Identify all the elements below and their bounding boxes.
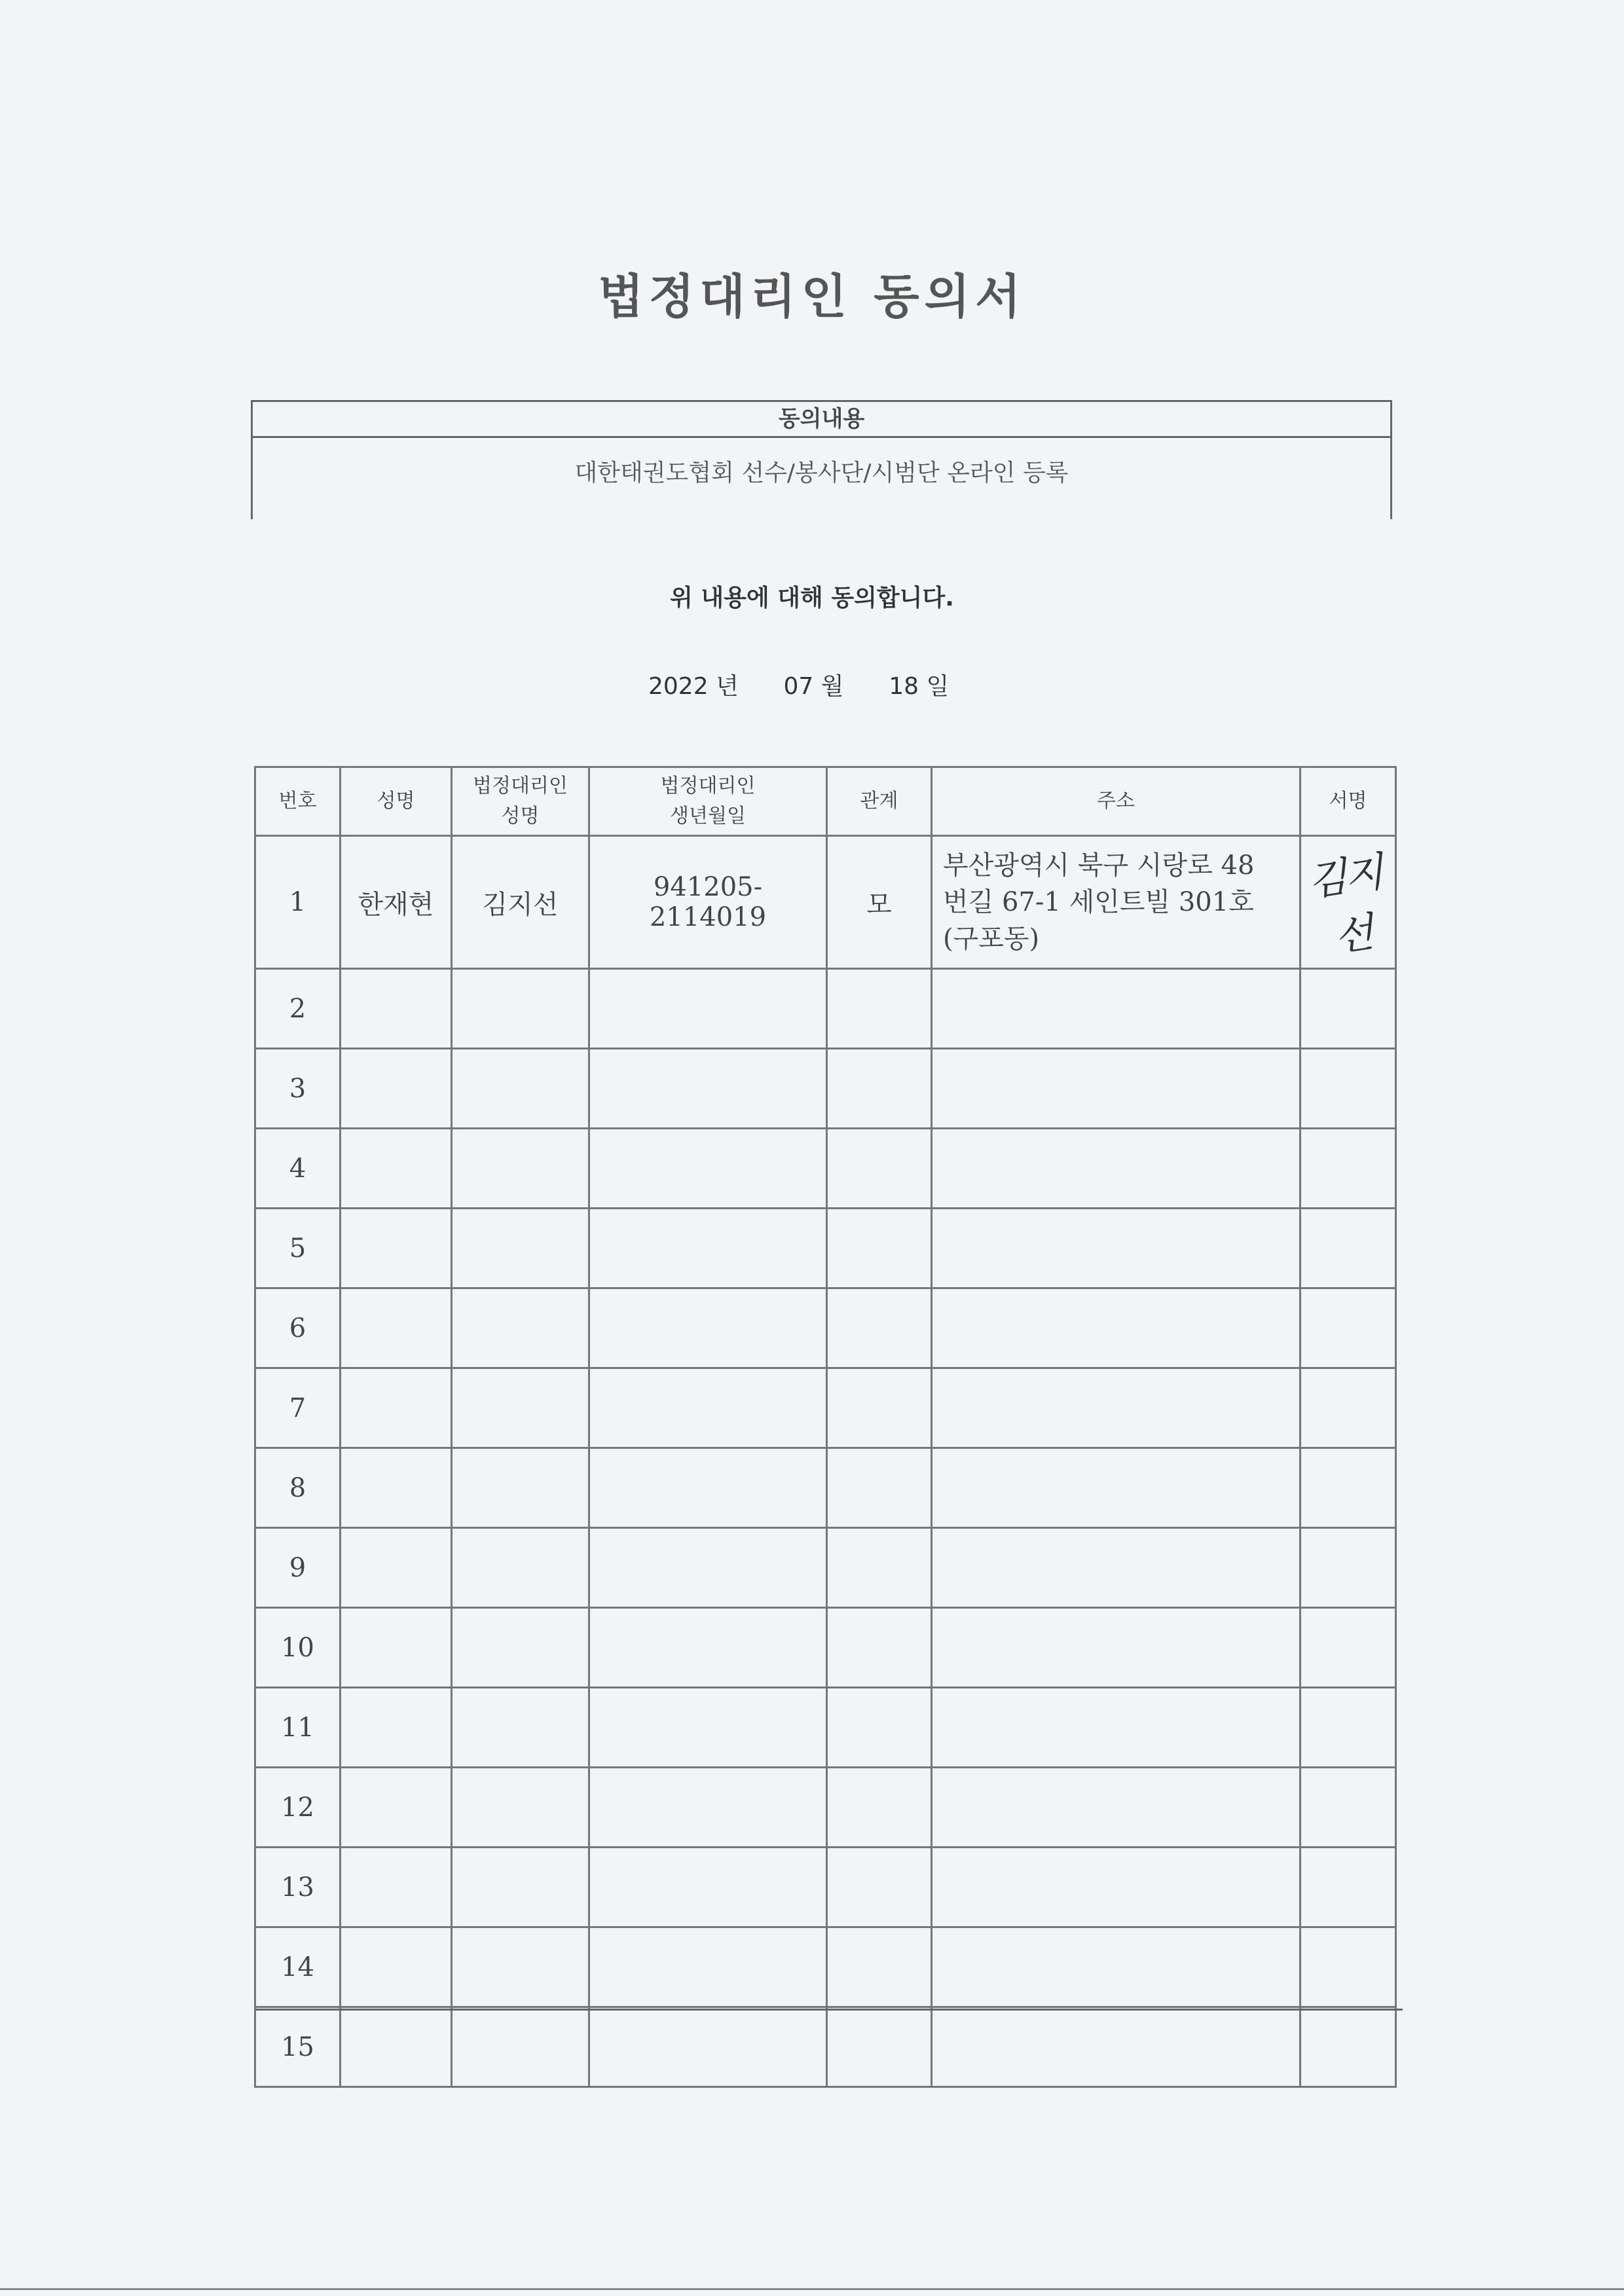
empty-cell [827, 1528, 932, 1608]
empty-cell [589, 1688, 827, 1768]
empty-cell [932, 1448, 1301, 1528]
table-row [255, 969, 1396, 1049]
table-row [255, 1528, 1396, 1608]
cell-no: 7 [255, 1368, 341, 1448]
date-month: 07 [783, 673, 814, 700]
empty-cell [341, 1528, 452, 1608]
cell-no: 8 [255, 1448, 341, 1528]
cell-no: 10 [255, 1608, 341, 1688]
empty-cell [827, 1688, 932, 1768]
empty-cell [827, 1049, 932, 1129]
empty-cell [1301, 1209, 1396, 1288]
cell-no: 6 [255, 1288, 341, 1368]
cell-no: 5 [255, 1209, 341, 1288]
table-row [255, 1688, 1396, 1768]
date-year-unit: 년 [716, 673, 739, 700]
date-day: 18 [889, 673, 919, 700]
table-row [255, 1848, 1396, 1927]
empty-cell [932, 1688, 1301, 1768]
header-guardian-birth: 법정대리인 생년월일 [589, 767, 827, 836]
cell-no: 4 [255, 1129, 341, 1209]
empty-cell [827, 1129, 932, 1209]
empty-cell [589, 2007, 827, 2087]
empty-cell [452, 1608, 589, 1688]
empty-cell [589, 969, 827, 1049]
table-row [255, 1927, 1396, 2007]
cell-no: 15 [255, 2007, 341, 2087]
empty-cell [1301, 1288, 1396, 1368]
empty-cell [341, 1608, 452, 1688]
empty-cell [1301, 969, 1396, 1049]
empty-cell [452, 1129, 589, 1209]
empty-cell [827, 1608, 932, 1688]
table-row [255, 1049, 1396, 1129]
empty-cell [1301, 2007, 1396, 2087]
empty-cell [827, 1368, 932, 1448]
cell-no: 13 [255, 1848, 341, 1927]
empty-cell [932, 1288, 1301, 1368]
empty-cell [341, 1049, 452, 1129]
cell-guardian-birth: 941205- 2114019 [589, 836, 827, 969]
empty-cell [1301, 1448, 1396, 1528]
cell-guardian-name: 김지선 [452, 836, 589, 969]
empty-cell [452, 1368, 589, 1448]
empty-cell [827, 1848, 932, 1927]
cell-no: 3 [255, 1049, 341, 1129]
empty-cell [341, 1448, 452, 1528]
header-guardian-name: 법정대리인 성명 [452, 767, 589, 836]
empty-cell [341, 1209, 452, 1288]
empty-cell [932, 969, 1301, 1049]
table-header-row [255, 767, 1396, 836]
empty-cell [589, 1848, 827, 1927]
empty-cell [827, 1448, 932, 1528]
table-row [255, 1608, 1396, 1688]
header-relation: 관계 [827, 767, 932, 836]
empty-cell [452, 1049, 589, 1129]
empty-cell [589, 1768, 827, 1848]
empty-cell [1301, 1129, 1396, 1209]
consent-box [251, 400, 1392, 519]
empty-cell [452, 1209, 589, 1288]
empty-cell [1301, 1768, 1396, 1848]
empty-cell [589, 1608, 827, 1688]
empty-cell [452, 1528, 589, 1608]
empty-cell [1301, 1528, 1396, 1608]
empty-cell [341, 2007, 452, 2087]
empty-cell [589, 1209, 827, 1288]
header-name: 성명 [341, 767, 452, 836]
cell-name: 한재현 [341, 836, 452, 969]
empty-cell [932, 1608, 1301, 1688]
empty-cell [589, 1049, 827, 1129]
cell-signature [1301, 836, 1396, 969]
empty-cell [589, 1288, 827, 1368]
date-line [648, 668, 949, 701]
page-bottom-rule [0, 2288, 1624, 2290]
empty-cell [827, 1768, 932, 1848]
empty-cell [341, 1288, 452, 1368]
empty-cell [452, 1768, 589, 1848]
empty-cell [932, 1209, 1301, 1288]
cell-no: 14 [255, 1927, 341, 2007]
empty-cell [452, 1848, 589, 1927]
consent-text: 대한태권도협회 선수/봉사단/시범단 온라인 등록 [574, 460, 1069, 486]
empty-cell [341, 1129, 452, 1209]
date-year: 2022 [648, 673, 709, 700]
cell-address: 부산광역시 북구 시랑로 48 번길 67-1 세인트빌 301호 (구포동) [932, 836, 1301, 969]
empty-cell [932, 1848, 1301, 1927]
empty-cell [827, 969, 932, 1049]
table-row [255, 1209, 1396, 1288]
empty-cell [589, 1448, 827, 1528]
empty-cell [827, 1209, 932, 1288]
empty-cell [452, 1288, 589, 1368]
empty-cell [589, 1927, 827, 2007]
empty-cell [1301, 1049, 1396, 1129]
empty-cell [341, 1768, 452, 1848]
date-month-unit: 월 [821, 673, 844, 700]
empty-cell [341, 1927, 452, 2007]
empty-cell [589, 1129, 827, 1209]
header-signature: 서명 [1301, 767, 1396, 836]
cell-no: 12 [255, 1768, 341, 1848]
empty-cell [932, 1927, 1301, 2007]
empty-cell [341, 1688, 452, 1768]
empty-cell [1301, 1927, 1396, 2007]
header-address: 주소 [932, 767, 1301, 836]
handwritten-signature: 김지선 [1304, 847, 1384, 961]
empty-cell [341, 969, 452, 1049]
table-row [255, 1368, 1396, 1448]
empty-cell [452, 1448, 589, 1528]
empty-cell [452, 1688, 589, 1768]
empty-cell [932, 2007, 1301, 2087]
empty-cell [1301, 1368, 1396, 1448]
header-no: 번호 [255, 767, 341, 836]
table-row [255, 1129, 1396, 1209]
cell-no: 9 [255, 1528, 341, 1608]
empty-cell [932, 1049, 1301, 1129]
table-row [255, 1448, 1396, 1528]
table-row [255, 1768, 1396, 1848]
document-title: 법정대리인 동의서 [598, 269, 1026, 324]
empty-cell [1301, 1608, 1396, 1688]
empty-cell [589, 1528, 827, 1608]
empty-cell [827, 1288, 932, 1368]
empty-cell [589, 1368, 827, 1448]
empty-cell [452, 1927, 589, 2007]
agreement-statement: 위 내용에 대해 동의합니다. [670, 585, 954, 611]
empty-cell [1301, 1848, 1396, 1927]
table-bottom-line [255, 2009, 1403, 2011]
empty-cell [341, 1848, 452, 1927]
date-day-unit: 일 [926, 673, 950, 700]
empty-cell [932, 1528, 1301, 1608]
cell-relation: 모 [827, 836, 932, 969]
table-row [255, 2007, 1396, 2087]
empty-cell [932, 1768, 1301, 1848]
table-row [255, 836, 1396, 969]
empty-cell [1301, 1688, 1396, 1768]
cell-no: 2 [255, 969, 341, 1049]
guardian-table [254, 766, 1397, 2088]
cell-no: 11 [255, 1688, 341, 1768]
empty-cell [452, 969, 589, 1049]
table-row [255, 1288, 1396, 1368]
cell-no: 1 [255, 836, 341, 969]
empty-cell [827, 1927, 932, 2007]
empty-cell [452, 2007, 589, 2087]
empty-cell [932, 1368, 1301, 1448]
empty-cell [827, 2007, 932, 2087]
consent-header: 동의내용 [253, 402, 1390, 438]
empty-cell [932, 1129, 1301, 1209]
empty-cell [341, 1368, 452, 1448]
